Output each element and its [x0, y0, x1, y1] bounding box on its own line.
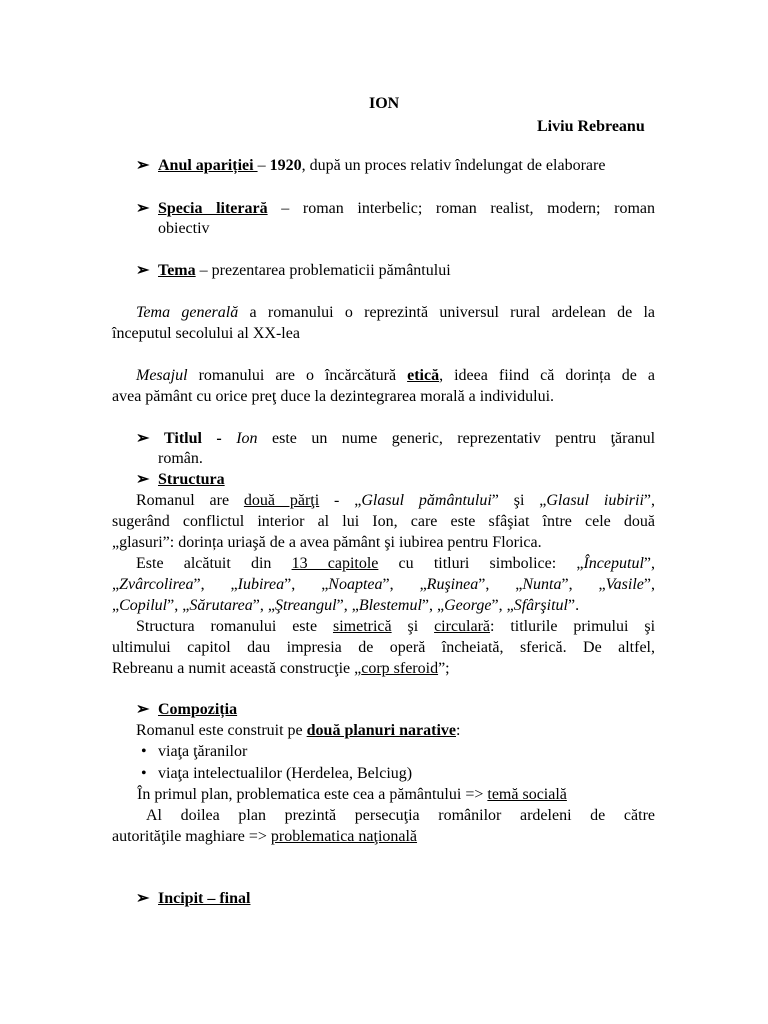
chapter-item: „Zvârcolirea”, — [112, 576, 231, 593]
titlul-label: Titlul — [164, 430, 202, 447]
document-title: ION — [369, 95, 400, 112]
incipit-label: Incipit – final — [158, 890, 251, 907]
structura-p2-b: cu titluri simbolice: „ — [378, 555, 584, 572]
anul-text: , după un proces relativ îndelungat de elaborare — [301, 157, 606, 174]
compozitia-p1 — [136, 721, 460, 741]
chapter-item: „Sărutarea”, — [182, 597, 268, 614]
structura-p1-b: - „ — [319, 492, 362, 509]
chapter-item: „Noaptea”, — [321, 576, 420, 593]
structura-p1-line-2: sugerând conflictul interior al lui Ion, care este sfâşiat între cele două — [112, 513, 655, 530]
arrow-bullet-icon: ➢ — [136, 262, 150, 279]
chapter-item: „Vasile”, — [598, 576, 655, 593]
compozitia-p3-a: autorităţile maghiare => — [112, 828, 271, 845]
glasul-pamantului: Glasul pământului — [361, 492, 492, 509]
structura-p1-line-1 — [136, 491, 655, 511]
document-author: Liviu Rebreanu — [537, 118, 645, 135]
compozitia-p1-c: : — [456, 722, 461, 739]
specia-line-2: obiectiv — [158, 220, 210, 237]
titlul-line-1 — [164, 429, 655, 449]
structura-13-capitole: 13 capitole — [291, 555, 379, 572]
structura-p1-c: ” şi „ — [491, 492, 547, 509]
chapter-item: „Ştreangul”, — [267, 597, 352, 614]
anul-line — [158, 156, 605, 176]
structura-p3-line-3 — [112, 659, 450, 679]
structura-circulara: circulară — [434, 618, 491, 635]
tema-generala-line-1 — [136, 303, 655, 323]
anul-dash: – — [257, 157, 270, 174]
doua-planuri-narative: două planuri narative — [306, 722, 456, 739]
list-item: viaţa ţăranilor — [158, 743, 248, 760]
chapter-inceputul: Începutul — [583, 555, 644, 572]
tema-generala-line-2: începutul secolului al XX-lea — [112, 325, 300, 342]
arrow-bullet-icon: ➢ — [136, 430, 150, 447]
mesajul-etica: etică — [407, 367, 440, 384]
mesajul-line-1 — [136, 366, 655, 386]
compozitia-p3-line-1: Al doilea plan prezintă persecuţia românilor ardeleni de către — [146, 807, 655, 824]
dot-bullet-icon: • — [141, 765, 147, 782]
tema-generala-text: a romanului o reprezintă universul rural ardelean de la — [238, 304, 655, 321]
anul-year: 1920 — [269, 157, 302, 174]
structura-p2-line-1 — [136, 554, 655, 574]
mesajul-italic: Mesajul — [136, 367, 188, 384]
structura-doua-parti: două părţi — [243, 492, 320, 509]
list-item: viaţa intelectualilor (Herdelea, Belciug) — [158, 765, 413, 782]
tema-line — [158, 261, 451, 281]
anul-label: Anul apariției — [158, 157, 258, 174]
problematica-nationala: problematica naţională — [270, 828, 418, 845]
mesajul-line-2: avea pământ cu orice preţ duce la dezintegrarea morală a individului. — [112, 388, 555, 405]
structura-p1-d: ”, — [643, 492, 656, 509]
chapter-item: „Ruşinea”, — [419, 576, 516, 593]
structura-p3-b: : titlurile primului şi — [490, 618, 656, 635]
arrow-bullet-icon: ➢ — [136, 200, 150, 217]
arrow-bullet-icon: ➢ — [136, 890, 150, 907]
structura-p3-a: Structura romanului este — [136, 618, 333, 635]
structura-p3-d: ”; — [438, 660, 450, 677]
compozitia-p2 — [137, 785, 567, 805]
compozitia-label: Compoziția — [158, 701, 238, 718]
mesajul-text-b: , ideea fiind că dorința de a — [439, 367, 655, 384]
chapter-item: „Blestemul”, — [351, 597, 438, 614]
titlul-ion: Ion — [236, 430, 258, 447]
structura-p1-a: Romanul are — [136, 492, 244, 509]
compozitia-p3-line-2 — [112, 827, 417, 847]
structura-p3-si: şi — [391, 618, 435, 635]
structura-label: Structura — [158, 471, 225, 488]
structura-p3-line-2: ultimului capitol dau impresia de operă încheiată, sferică. De altfel, — [112, 639, 655, 656]
chapter-item: „George”, — [437, 597, 507, 614]
tema-text: – prezentarea problematicii pământului — [195, 262, 451, 279]
tema-label: Tema — [158, 262, 196, 279]
glasul-iubirii: Glasul iubirii — [546, 492, 644, 509]
chapter-item: „Copilul”, — [112, 597, 183, 614]
structura-p3-c: Rebreanu a numit această construcţie „ — [112, 660, 362, 677]
structura-p3-line-1 — [136, 617, 655, 637]
mesajul-text-a: romanului are o încărcătură — [187, 367, 408, 384]
chapters-line-3 — [112, 596, 579, 616]
structura-p2-a: Este alcătuit din — [136, 555, 292, 572]
arrow-bullet-icon: ➢ — [136, 157, 150, 174]
structura-simetrica: simetrică — [332, 618, 392, 635]
arrow-bullet-icon: ➢ — [136, 701, 150, 718]
structura-p2-end: ”, — [643, 555, 655, 572]
compozitia-p1-a: Romanul este construit pe — [136, 722, 307, 739]
arrow-bullet-icon: ➢ — [136, 471, 150, 488]
titlul-dash: - — [201, 430, 237, 447]
structura-p1-line-3: „glasuri”: dorința uriaşă de a avea pământ şi iubirea pentru Florica. — [112, 534, 542, 551]
specia-text: – roman interbelic; roman realist, modern; roman — [267, 200, 655, 217]
compozitia-p2-a: În primul plan, problematica este cea a pământului => — [137, 786, 488, 803]
titlul-line-2: român. — [158, 450, 203, 467]
tema-sociala: temă socială — [487, 786, 567, 803]
dot-bullet-icon: • — [141, 743, 147, 760]
chapters-line-2 — [112, 575, 655, 595]
chapter-item: „Nunta”, — [515, 576, 599, 593]
chapter-item: „Sfârşitul”. — [506, 597, 580, 614]
tema-generala-italic: Tema generală — [136, 304, 239, 321]
specia-line-1 — [158, 199, 655, 219]
titlul-text: este un nume generic, reprezentativ pentru ţăranul — [257, 430, 656, 447]
chapter-item: „Iubirea”, — [230, 576, 322, 593]
specia-label: Specia literară — [158, 200, 268, 217]
corp-sferoid: corp sferoid — [361, 660, 439, 677]
